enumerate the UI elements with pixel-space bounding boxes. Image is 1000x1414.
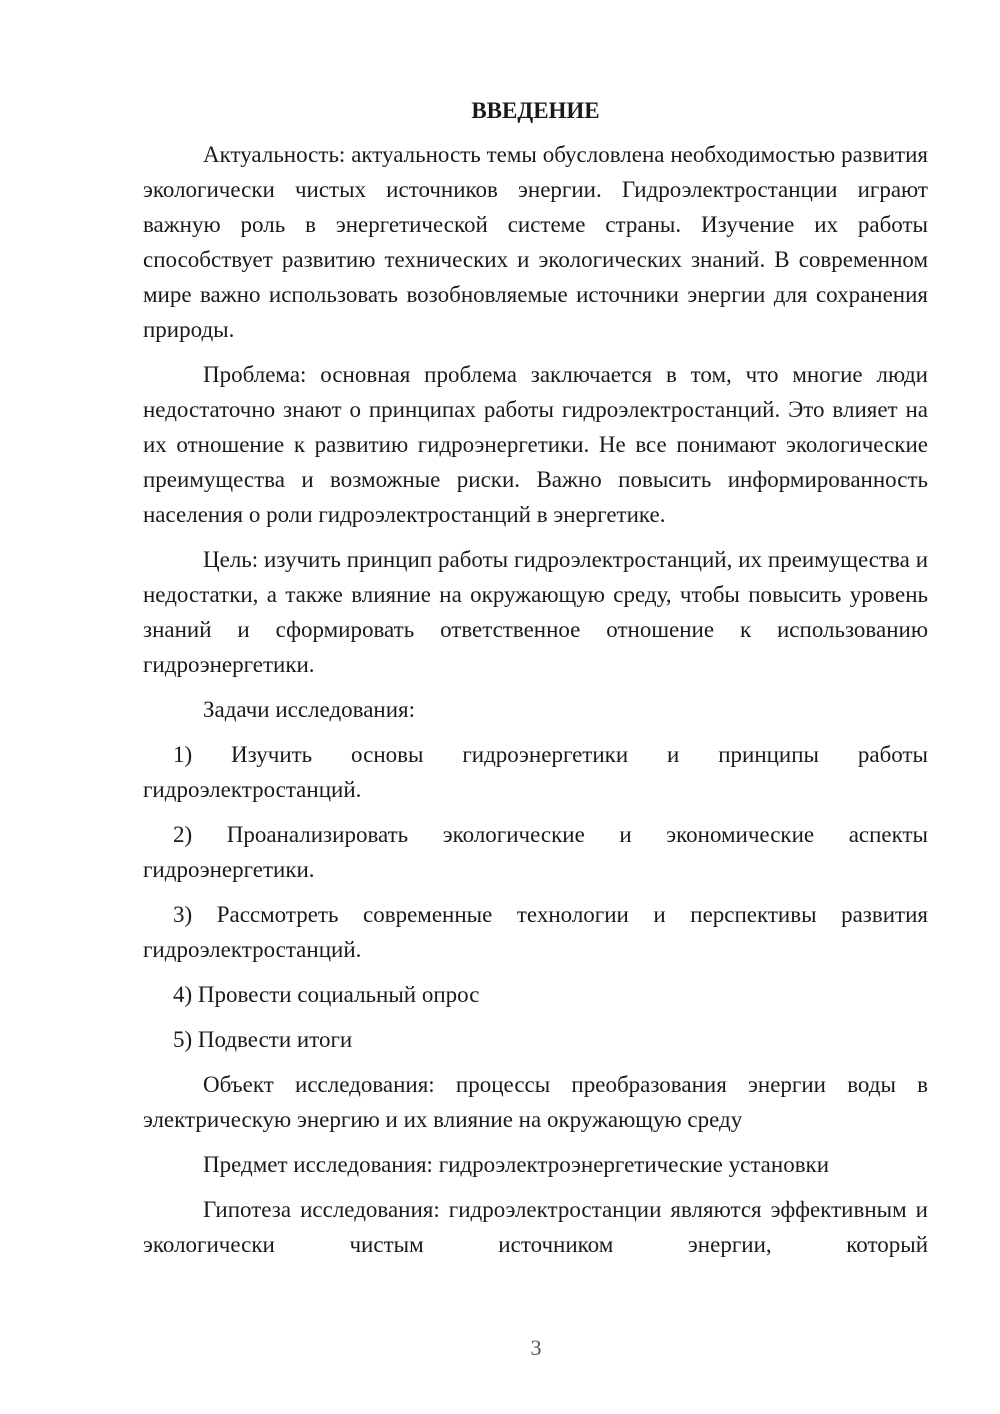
list-item: 3) Рассмотреть современные технологии и перспективы развития гидроэлектростанций.	[143, 902, 928, 962]
list-item: 2) Проанализировать экологические и экономические аспекты гидроэнергетики.	[143, 822, 928, 882]
list-item: 5) Подвести итоги	[173, 1027, 353, 1052]
paragraph-relevance: Актуальность: актуальность темы обусловлена необходимостью развития экологически чистых источников энергии. Гидроэлектростанции играют важную роль в энергетической системе страны. Изучение их работы способствует развитию технических и экологических знаний. В современном мире важно использовать возобновляемые источники энергии для сохранения природы.	[143, 142, 928, 342]
list-item: 4) Провести социальный опрос	[173, 982, 480, 1007]
list-item: 1) Изучить основы гидроэнергетики и принципы работы гидроэлектростанций.	[143, 742, 928, 802]
paragraph-problem: Проблема: основная проблема заключается в том, что многие люди недостаточно знают о принципах работы гидроэлектростанций. Это влияет на их отношение к развитию гидроэнергетики. Не все понимают экологические преимущества и возможные риски. Важно повысить информированность населения о роли гидроэлектростанций в энергетике.	[143, 362, 928, 527]
page-title: ВВЕДЕНИЕ	[471, 98, 600, 123]
paragraph-subject: Предмет исследования: гидроэлектроэнергетические установки	[203, 1152, 830, 1177]
document-body	[143, 93, 928, 1272]
paragraph-goal: Цель: изучить принцип работы гидроэлектростанций, их преимущества и недостатки, а также влияние на окружающую среду, чтобы повысить уровень знаний и сформировать ответственное отношение к использованию гидроэнергетики.	[143, 547, 928, 677]
paragraph-object: Объект исследования: процессы преобразования энергии воды в электрическую энергию и их влияние на окружающую среду	[143, 1072, 928, 1132]
paragraph-hypothesis: Гипотеза исследования: гидроэлектростанции являются эффективным и экологически чистым источником энергии, который	[143, 1197, 928, 1257]
page-number: 3	[530, 1335, 542, 1360]
paragraph-tasks-heading: Задачи исследования:	[203, 697, 416, 722]
